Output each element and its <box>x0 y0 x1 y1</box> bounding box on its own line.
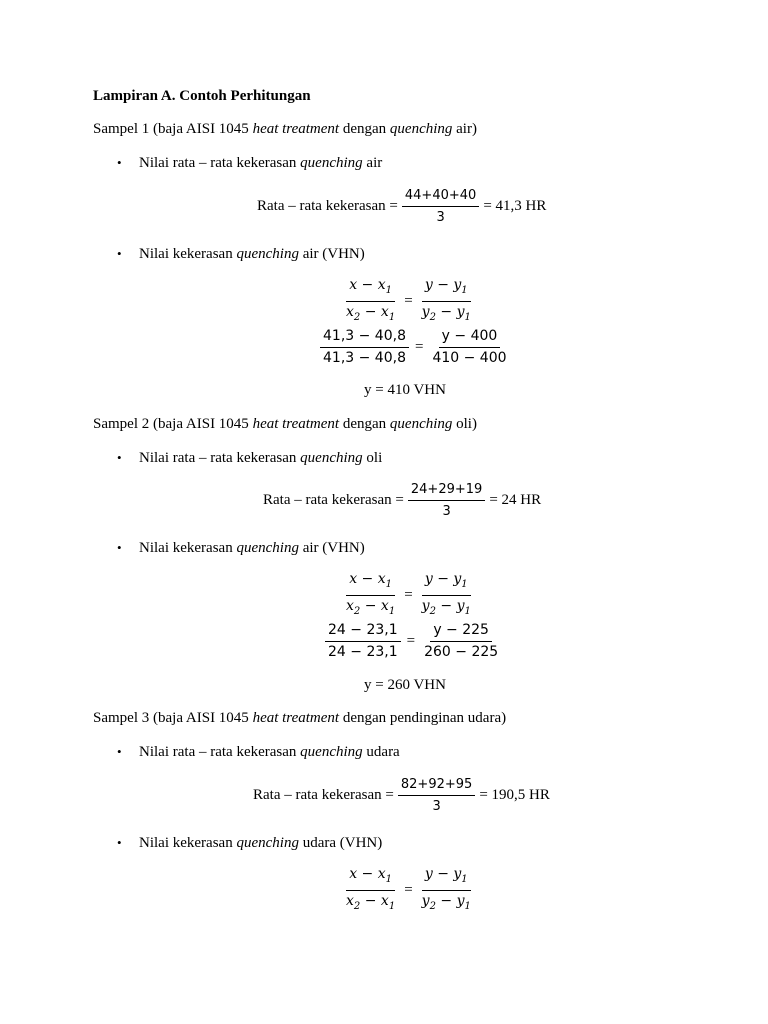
sample-2-average-equation: Rata – rata kekerasan = $\frac{24+29+19}{3}$ = 24 HR <box>263 482 542 519</box>
sample-1-bullet-average: • Nilai rata – rata kekerasan quenching air <box>117 155 383 171</box>
average-fraction: $\frac{24+29+19}{3}$ <box>408 481 485 520</box>
bullet-icon: • <box>117 450 122 465</box>
sample-2-interpolation-calc: $\frac{24 - 23,1}{24 - 23,1}$ = $\frac{y - 225}{260 - 225}$ <box>325 622 501 661</box>
sample-3-bullet-vhn: • Nilai kekerasan quenching udara (VHN) <box>117 835 383 851</box>
sample-3-heading: Sampel 3 (baja AISI 1045 heat treatment dengan pendinginan udara) <box>93 710 507 726</box>
sample-2-interpolation-formula: $\frac{x - x_1}{x_2 - x_1}$ = $\frac{y - y_1}{y_2 - y_1}$ <box>346 571 471 617</box>
sample-3-average-equation: Rata – rata kekerasan = $\frac{82+92+95}{3}$ = 190,5 HR <box>253 777 550 814</box>
page-title: Lampiran A. Contoh Perhitungan <box>93 88 311 104</box>
bullet-icon: • <box>117 835 122 850</box>
bullet-icon: • <box>117 246 122 261</box>
bullet-icon: • <box>117 744 122 759</box>
bullet-icon: • <box>117 540 122 555</box>
sample-2-result: y = 260 VHN <box>364 677 446 693</box>
sample-1-result: y = 410 VHN <box>364 382 446 398</box>
bullet-icon: • <box>117 155 122 170</box>
sample-1-average-equation: Rata – rata kekerasan = $\frac{44+40+40}{3}$ = 41,3 HR <box>257 188 547 225</box>
sample-2-bullet-average: • Nilai rata – rata kekerasan quenching oli <box>117 450 383 466</box>
average-fraction: $\frac{44+40+40}{3}$ <box>402 187 479 226</box>
sample-2-heading: Sampel 2 (baja AISI 1045 heat treatment dengan quenching oli) <box>93 416 477 432</box>
sample-1-bullet-vhn: • Nilai kekerasan quenching air (VHN) <box>117 246 365 262</box>
average-fraction: $\frac{82+92+95}{3}$ <box>398 776 475 815</box>
sample-2-bullet-vhn: • Nilai kekerasan quenching air (VHN) <box>117 540 365 556</box>
sample-3-interpolation-formula: $\frac{x - x_1}{x_2 - x_1}$ = $\frac{y - y_1}{y_2 - y_1}$ <box>346 866 471 912</box>
sample-1-heading: Sampel 1 (baja AISI 1045 heat treatment dengan quenching air) <box>93 121 477 137</box>
sample-1-interpolation-formula: $\frac{x - x_1}{x_2 - x_1}$ = $\frac{y - y_1}{y_2 - y_1}$ <box>346 277 471 323</box>
sample-1-interpolation-calc: $\frac{41,3 - 40,8}{41,3 - 40,8}$ = $\frac{y - 400}{410 - 400}$ <box>320 328 510 367</box>
sample-3-bullet-average: • Nilai rata – rata kekerasan quenching udara <box>117 744 400 760</box>
